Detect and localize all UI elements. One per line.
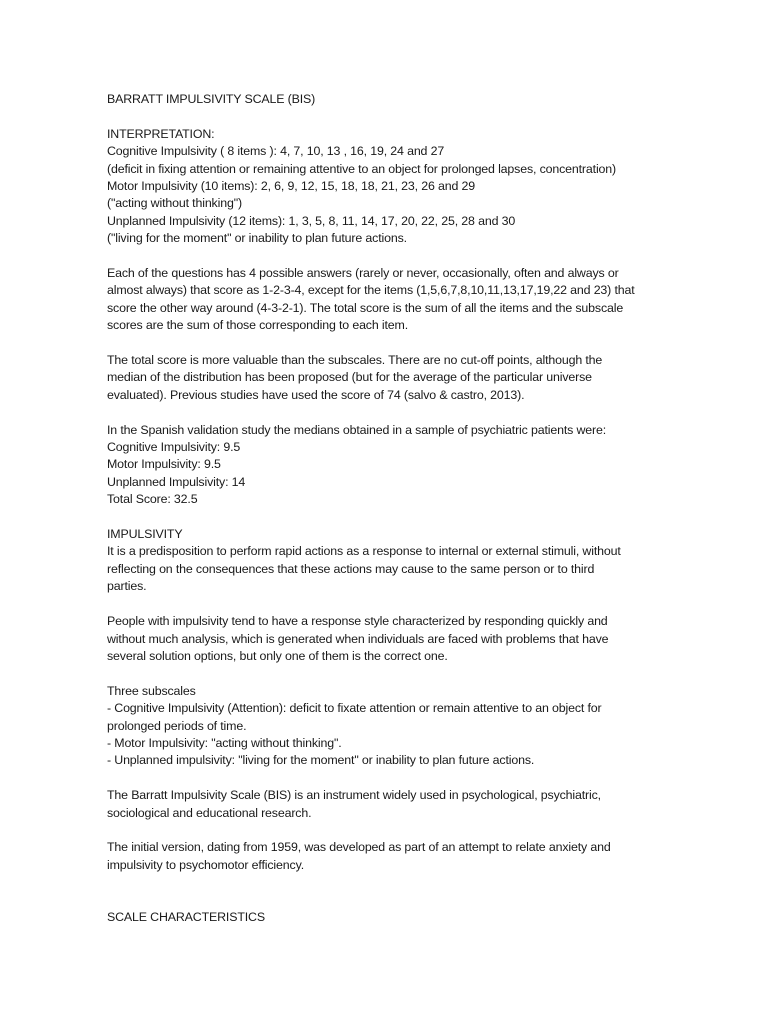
paragraph-line: reflecting on the consequences that these actions may cause to the same person or to third	[107, 561, 595, 576]
interpretation-line: ("living for the moment" or inability to plan future actions.	[107, 231, 407, 246]
impulsivity-heading: IMPULSIVITY	[107, 527, 183, 542]
paragraph-line: The Barratt Impulsivity Scale (BIS) is an instrument widely used in psychological, psychiatric,	[107, 788, 601, 803]
subscale-item: prolonged periods of time.	[107, 718, 247, 733]
paragraph-line: evaluated). Previous studies have used the score of 74 (salvo & castro, 2013).	[107, 387, 525, 402]
interpretation-line: (deficit in fixing attention or remaining attentive to an object for prolonged lapses, concentration)	[107, 161, 617, 176]
median-total: Total Score: 32.5	[107, 492, 198, 507]
paragraph-line: sociological and educational research.	[107, 805, 312, 820]
spanish-study-section	[107, 422, 667, 509]
interpretation-line: Cognitive Impulsivity ( 8 items ): 4, 7, 10, 13 , 16, 19, 24 and 27	[107, 144, 445, 159]
impulsivity-section	[107, 526, 667, 665]
interpretation-line: Motor Impulsivity (10 items): 2, 6, 9, 12, 15, 18, 18, 21, 23, 26 and 29	[107, 179, 476, 194]
paragraph-line: scores are the sum of those corresponding to each item.	[107, 318, 408, 333]
paragraph-line: People with impulsivity tend to have a response style characterized by responding quickly and	[107, 614, 608, 629]
subscale-item: - Unplanned impulsivity: "living for the moment" or inability to plan future actions.	[107, 753, 535, 768]
paragraph-line: almost always) that score as 1-2-3-4, except for the items (1,5,6,7,8,10,11,13,17,19,22 and 23) that	[107, 283, 635, 298]
total-score-paragraph	[107, 352, 667, 404]
interpretation-line: Unplanned Impulsivity (12 items): 1, 3, 5, 8, 11, 14, 17, 20, 22, 25, 28 and 30	[107, 213, 516, 228]
document-title: BARRATT IMPULSIVITY SCALE (BIS)	[107, 92, 316, 106]
paragraph-line: score the other way around (4-3-2-1). The total score is the sum of all the items and the subscale	[107, 300, 624, 315]
median-unplanned: Unplanned Impulsivity: 14	[107, 474, 246, 489]
paragraph-line: The initial version, dating from 1959, was developed as part of an attempt to relate anxiety and	[107, 840, 611, 855]
paragraph-line: Each of the questions has 4 possible answers (rarely or never, occasionally, often and always or	[107, 266, 619, 281]
paragraph-line: The total score is more valuable than the subscales. There are no cut-off points, although the	[107, 353, 603, 368]
subscales-section	[107, 683, 667, 770]
paragraph-line: median of the distribution has been proposed (but for the average of the particular universe	[107, 370, 592, 385]
paragraph-line: without much analysis, which is generated when individuals are faced with problems that have	[107, 631, 609, 646]
interpretation-section	[107, 126, 667, 248]
interpretation-heading: INTERPRETATION:	[107, 126, 215, 141]
bis-description-paragraph	[107, 787, 667, 822]
paragraph-line: parties.	[107, 579, 147, 594]
subscales-heading: Three subscales	[107, 683, 196, 698]
paragraph-line: impulsivity to psychomotor efficiency.	[107, 857, 304, 872]
paragraph-line: In the Spanish validation study the medians obtained in a sample of psychiatric patients were:	[107, 422, 607, 437]
scale-characteristics-heading: SCALE CHARACTERISTICS	[107, 909, 265, 924]
subscale-item: - Cognitive Impulsivity (Attention): deficit to fixate attention or remain attentive to an object for	[107, 701, 602, 716]
interpretation-line: ("acting without thinking")	[107, 196, 242, 211]
subscale-item: - Motor Impulsivity: "acting without thinking".	[107, 735, 342, 750]
median-cognitive: Cognitive Impulsivity: 9.5	[107, 440, 241, 455]
median-motor: Motor Impulsivity: 9.5	[107, 457, 221, 472]
document-body	[107, 91, 667, 926]
paragraph-line: It is a predisposition to perform rapid actions as a response to internal or external stimuli, without	[107, 544, 621, 559]
scoring-paragraph	[107, 265, 667, 335]
history-paragraph	[107, 839, 667, 874]
paragraph-line: several solution options, but only one of them is the correct one.	[107, 648, 448, 663]
